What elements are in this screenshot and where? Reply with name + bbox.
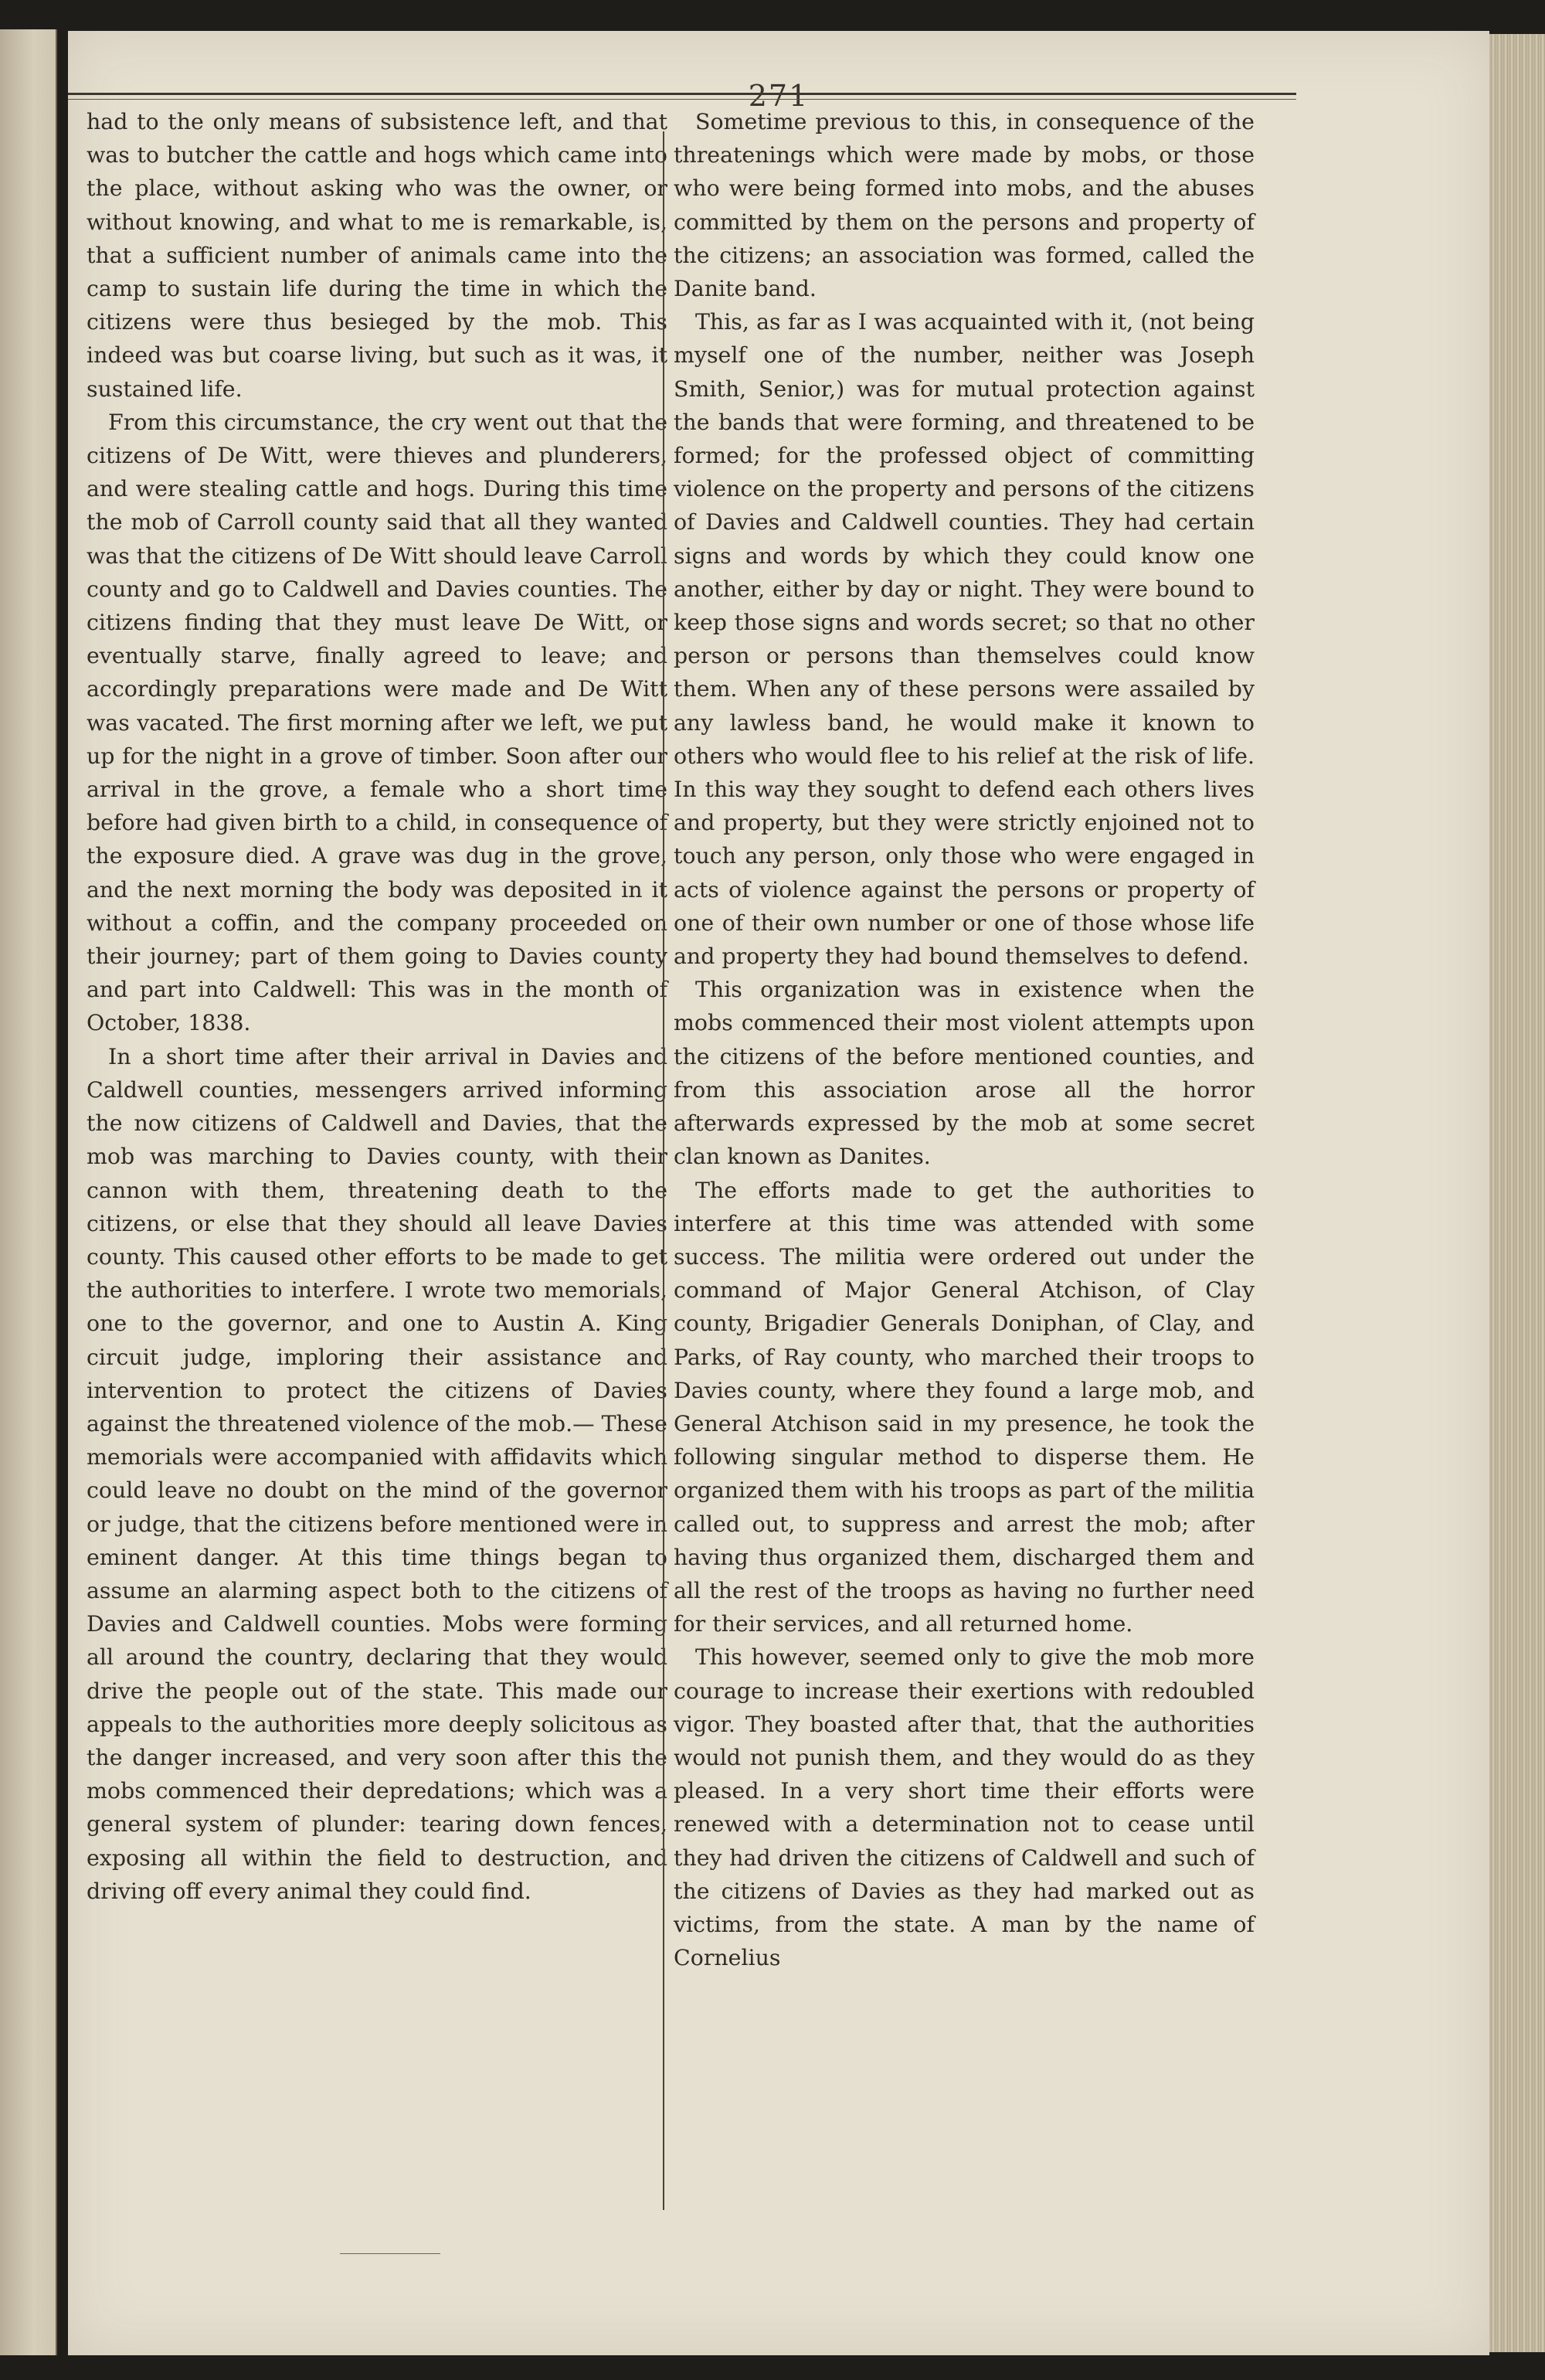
facing-page-edge (0, 29, 57, 2355)
paragraph: had to the only means of subsistence left, and that was to butcher the cattle and hogs which came into the place, without asking who was the owner, or without knowing, and what to me is remarkable, is, that a sufficient number of animals came into the camp to sustain life during the time in which the citizens were thus besieged by the mob. This indeed was but coarse living, but such as it was, it sustained life. (87, 109, 667, 402)
section-end-rule (340, 2253, 440, 2254)
column-divider (663, 131, 664, 2210)
paragraph: The efforts made to get the authorities to interfere at this time was attended with some success. The militia were ordered out under the command of Major General Atchison, of Clay county, Brigadier Generals Doniphan, of Clay, and Parks, of Ray county, who marched their troops to Davies county, where they found a large mob, and General Atchison said in my presence, he took the following singular method to disperse them. He organized them with his troops as part of the militia called out, to suppress and arrest the mob; after having thus organized them, discharged them and all the rest of the troops as having no further need for their services, and all returned home. (674, 1177, 1255, 1637)
paragraph: Sometime previous to this, in consequence of the threatenings which were made by mobs, or those who were being formed into mobs, and the abuses committed by them on the persons and property of the citizens; an association was formed, called the Danite band. (674, 109, 1255, 302)
paragraph: From this circumstance, the cry went out that the citizens of De Witt, were thieves and plunderers, and were stealing cattle and hogs. During this time the mob of Carroll county said that all they wanted was that the citizens of De Witt should leave Carroll county and go to Caldwell and Davies counties. The citizens finding that they must leave De Witt, or eventually starve, finally agreed to leave; and accordingly preparations were made and De Witt was vacated. The first morning after we left, we put up for the night in a grove of timber. Soon after our arrival in the grove, a female who a short time before had given birth to a child, in consequence of the exposure died. A grave was dug in the grove, and the next morning the body was deposited in it without a coffin, and the company proceeded on their journey; part of them going to Davies county and part into Caldwell: This was in the month of October, 1838. (87, 409, 667, 1036)
header-rule (68, 93, 1296, 95)
right-text-column (674, 105, 1255, 1974)
left-text-column (87, 105, 667, 1908)
paragraph: This however, seemed only to give the mob more courage to increase their exertions with redoubled vigor. They boasted after that, that the authorities would not punish them, and they would do as they pleased. In a very short time their efforts were renewed with a determination not to cease until they had driven the citizens of Caldwell and such of the citizens of Davies as they had marked out as victims, from the state. A man by the name of Cornelius (674, 1644, 1255, 1971)
header-rule-thin (68, 99, 1296, 100)
page-number: 271 (748, 79, 810, 113)
paragraph: In a short time after their arrival in Davies and Caldwell counties, messengers arrived informing the now citizens of Caldwell and Davies, that the mob was marching to Davies county, with their cannon with them, threatening death to the citizens, or else that they should all leave Davies county. This caused other efforts to be made to get the authorities to interfere. I wrote two memorials, one to the governor, and one to Austin A. King circuit judge, imploring their assistance and intervention to protect the citizens of Davies against the threatened violence of the mob.— These memorials were accompanied with affidavits which could leave no doubt on the mind of the governor or judge, that the citizens before mentioned were in eminent danger. At this time things began to assume an alarming aspect both to the citizens of Davies and Caldwell counties. Mobs were forming all around the country, declaring that they would drive the people out of the state. This made our appeals to the authorities more deeply solicitous as the danger increased, and very soon after this the mobs commenced their depredations; which was a general system of plunder: tearing down fences, exposing all within the field to destruction, and driving off every animal they could find. (87, 1043, 667, 1904)
paragraph: This, as far as I was acquainted with it, (not being myself one of the number, neither was Joseph Smith, Senior,) was for mutual protection against the bands that were forming, and threatened to be formed; for the professed object of committing violence on the property and persons of the citizens of Davies and Caldwell counties. They had certain signs and words by which they could know one another, either by day or night. They were bound to keep those signs and words secret; so that no other person or persons than themselves could know them. When any of these persons were assailed by any lawless band, he would make it known to others who would flee to his relief at the risk of life. In this way they sought to defend each others lives and property, but they were strictly enjoined not to touch any person, only those who were engaged in acts of violence against the persons or property of one of their own number or one of those whose life and property they had bound themselves to defend. (674, 309, 1255, 970)
paragraph: This organization was in existence when the mobs commenced their most violent attempts upon the citizens of the before mentioned counties, and from this association arose all the horror afterwards expressed by the mob at some secret clan known as Danites. (674, 977, 1255, 1170)
